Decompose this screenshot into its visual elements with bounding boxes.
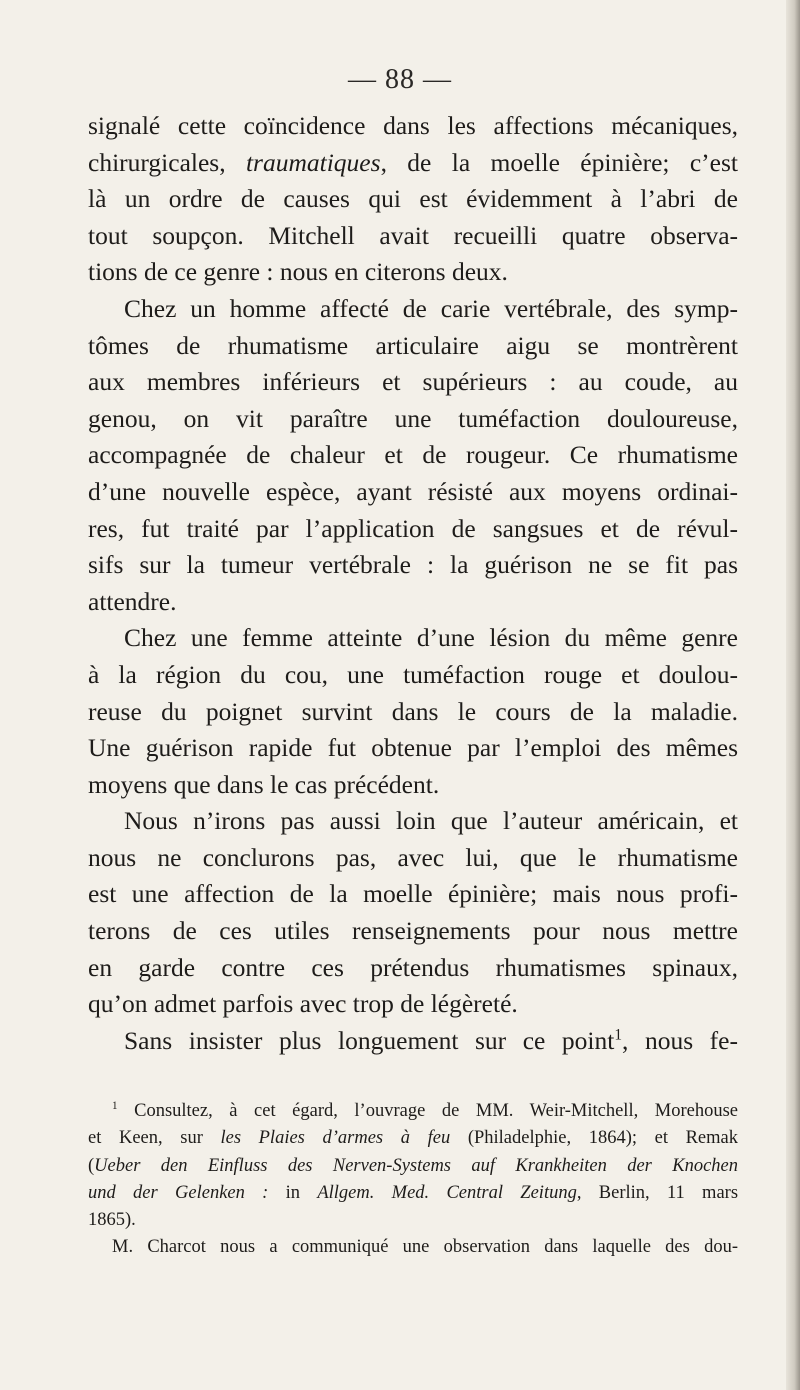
text-line: accompagnée de chaleur et de rougeur. Ce rhumatisme bbox=[88, 440, 738, 470]
text-line: à la région du cou, une tuméfaction rouge et doulou- bbox=[88, 659, 738, 689]
text-line: reuse du poignet survint dans le cours de la maladie. bbox=[88, 696, 738, 726]
text-line: Une guérison rapide fut obtenue par l’emploi des mêmes bbox=[88, 733, 738, 763]
text-line: qu’on admet parfois avec trop de légèreté. bbox=[88, 989, 518, 1019]
text-line: en garde contre ces prétendus rhumatismes spinaux, bbox=[88, 952, 738, 982]
text-line: tout soupçon. Mitchell avait recueilli quatre observa- bbox=[88, 220, 738, 250]
footnote-marker[interactable]: 1 bbox=[614, 1026, 622, 1044]
text-line: attendre. bbox=[88, 586, 177, 616]
text-line: tions de ce genre : nous en citerons deux. bbox=[88, 257, 508, 287]
text-line: aux membres inférieurs et supérieurs : au coude, au bbox=[88, 367, 738, 397]
text-line: tômes de rhumatisme articulaire aigu se montrèrent bbox=[88, 330, 738, 360]
text-line: nous ne conclurons pas, avec lui, que le rhumatisme bbox=[88, 842, 738, 872]
text-line: res, fut traité par l’application de sangsues et de révul- bbox=[88, 513, 738, 543]
text-line: signalé cette coïncidence dans les affections mécaniques, bbox=[88, 111, 738, 140]
footnote-line: (Ueber den Einfluss des Nerven-Systems auf Krankheiten der Knochen bbox=[88, 1155, 738, 1176]
text-line: sifs sur la tumeur vertébrale : la guérison ne se fit pas bbox=[88, 550, 738, 580]
text-line: moyens que dans le cas précédent. bbox=[88, 769, 440, 799]
text-line: d’une nouvelle espèce, ayant résisté aux moyens ordinai- bbox=[88, 476, 738, 506]
paragraph-start: Chez une femme atteinte d’une lésion du même genre bbox=[124, 623, 738, 653]
text-line: terons de ces utiles renseignements pour nous mettre bbox=[88, 916, 738, 946]
footnote-line: et Keen, sur les Plaies d’armes à feu (Philadelphie, 1864); et Remak bbox=[88, 1128, 738, 1149]
footnotes bbox=[88, 1098, 738, 1262]
paragraph-start: Chez un homme affecté de carie vertébrale, des symp- bbox=[124, 293, 738, 323]
footnote-line: $^1$ Consultez, à cet égard, l’ouvrage de MM. Weir-Mitchell, Morehouse bbox=[112, 1099, 738, 1121]
text-line: genou, on vit paraître une tuméfaction douloureuse, bbox=[88, 403, 738, 433]
page-number: — 88 — bbox=[348, 64, 452, 95]
paragraph-start: Sans insister plus longuement sur ce point$^1$, nous fe- bbox=[124, 1025, 738, 1055]
page-edge-shadow bbox=[786, 0, 800, 1390]
italic-title: und der Gelenken : bbox=[88, 1182, 286, 1203]
text-line: chirurgicales, traumatiques, de la moelle épinière; c’est bbox=[88, 147, 738, 177]
footnote-line: M. Charcot nous a communiqué une observation dans laquelle des dou- bbox=[112, 1237, 738, 1258]
paragraph-start: Nous n’irons pas aussi loin que l’auteur américain, et bbox=[124, 806, 738, 836]
italic-title: les Plaies d’armes à feu bbox=[220, 1128, 451, 1149]
text-line: là un ordre de causes qui est évidemment à l’abri de bbox=[88, 184, 738, 214]
italic-term: traumatiques bbox=[245, 147, 381, 177]
main-text bbox=[88, 108, 738, 1059]
footnote-number: 1 bbox=[112, 1099, 118, 1112]
italic-title: Allgem. Med. Central Zeitung bbox=[317, 1182, 577, 1203]
footnote-line: 1865). bbox=[88, 1210, 136, 1231]
footnote-line: und der Gelenken : in Allgem. Med. Central Zeitung, Berlin, 11 mars bbox=[88, 1182, 739, 1203]
italic-title: Ueber den Einfluss des Nerven-Systems auf Krankheiten der Knochen bbox=[94, 1155, 738, 1176]
text-line: est une affection de la moelle épinière; mais nous profi- bbox=[88, 879, 738, 909]
